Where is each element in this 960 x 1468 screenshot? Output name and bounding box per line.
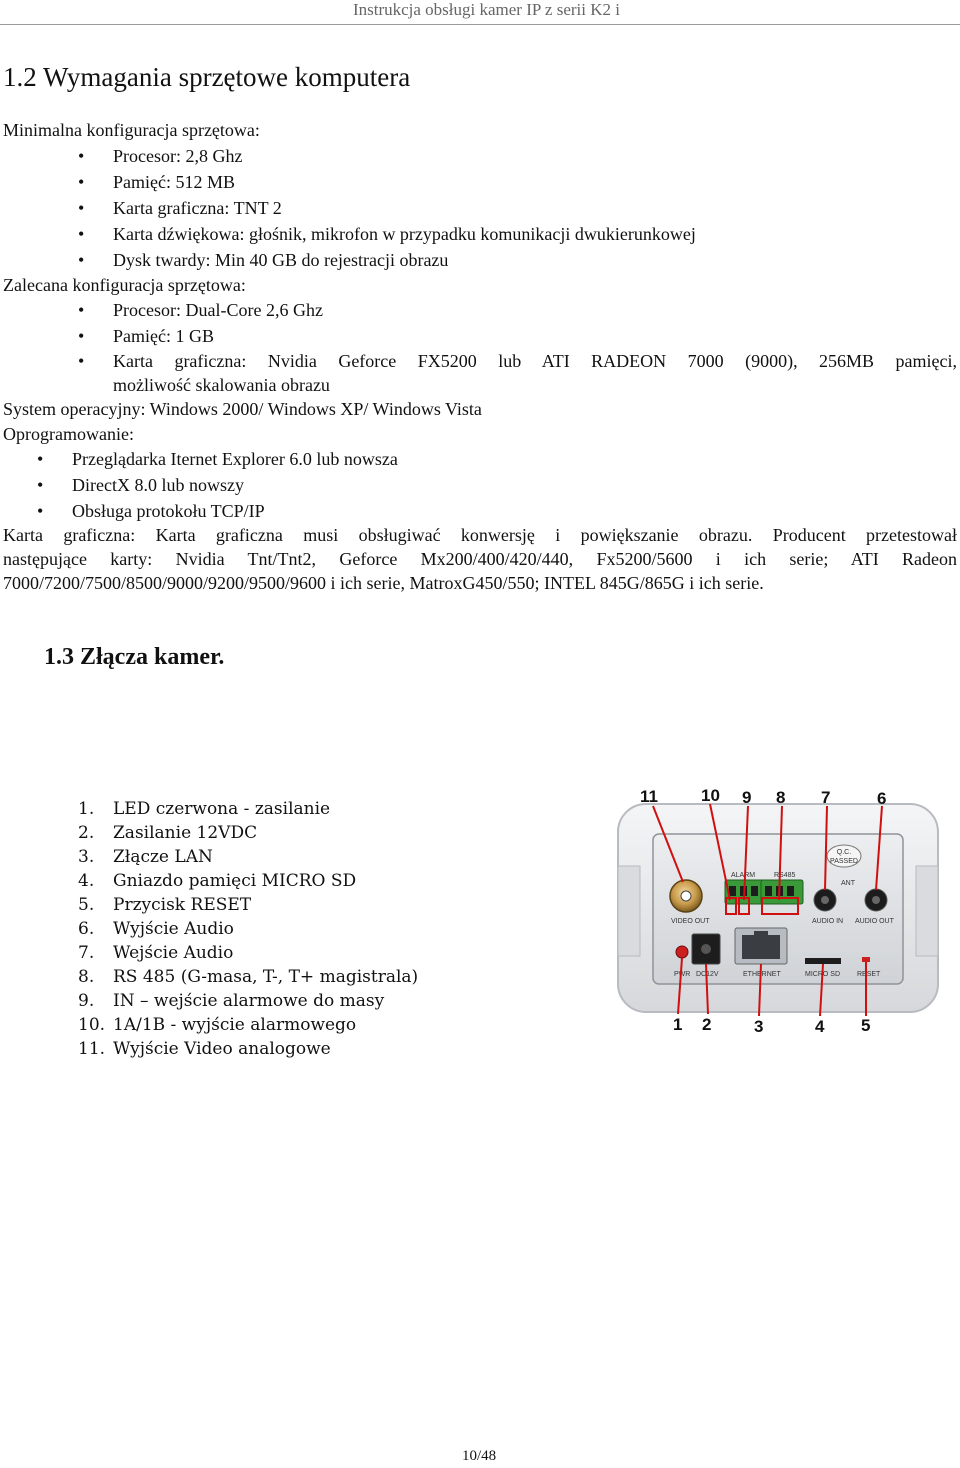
bullet-icon: • [78,172,85,192]
rec-config-intro: Zalecana konfiguracja sprzętowa: [3,275,246,295]
callout-number: 3 [754,1017,764,1036]
list-item: 11. Wyjście Video analogowe [78,1039,331,1059]
video-out-label: VIDEO OUT [671,918,710,925]
section-title-requirements: 1.2 Wymagania sprzętowe komputera [3,62,411,92]
alarm-label: ALARM [731,872,756,879]
list-item: 5. Przycisk RESET [78,895,252,915]
callout-number: 4 [815,1017,825,1036]
passed-label: PASSED [830,858,858,865]
list-item: • Procesor: Dual-Core 2,6 Ghz [78,298,323,323]
bullet-icon: • [37,449,44,469]
connector-list [78,797,418,1061]
qc-label: Q.C. [836,849,852,856]
audio-in-label: AUDIO IN [812,918,844,925]
running-header: Instrukcja obsługi kamer IP z serii K2 i [352,0,620,19]
list-item: 8. RS 485 (G-masa, T-, T+ magistrala) [78,967,419,987]
side-flange-left [618,866,640,956]
gpu-note-line: następujące karty: Nvidia Tnt/Tnt2, Geforce Mx200/400/420/440, Fx5200/5600 i ich serie; ATI Radeon [3,549,957,569]
bullet-icon: • [37,501,44,521]
ant-label: ANT [841,880,855,887]
dc12v-label: DC12V [696,971,719,978]
bullet-icon: • [78,300,85,320]
callout-number: 8 [776,788,786,807]
list-item: • DirectX 8.0 lub nowszy [37,473,244,498]
callout-number: 2 [702,1015,712,1034]
list-item: • Dysk twardy: Min 40 GB do rejestracji obrazu [78,248,448,273]
callout-number: 11 [640,787,658,806]
list-item: • Karta graficzna: TNT 2 [78,196,282,221]
list-item: • Obsługa protokołu TCP/IP [37,499,265,524]
audio-out-label: AUDIO OUT [855,918,894,925]
list-item: 6. Wyjście Audio [78,919,234,939]
list-item: 10. 1A/1B - wyjście alarmowego [78,1015,357,1035]
page-number: 10/48 [462,1448,497,1464]
rec-gpu-continuation: możliwość skalowania obrazu [113,375,330,395]
list-item: 1. LED czerwona - zasilanie [78,799,331,819]
callout-number: 10 [701,786,720,805]
rs485-label: RS485 [774,872,796,879]
bullet-icon: • [78,326,85,346]
bullet-icon: • [78,146,85,166]
side-flange-right [916,866,938,956]
list-item: 4. Gniazdo pamięci MICRO SD [78,871,357,891]
header-rule [0,24,960,25]
os-line: System operacyjny: Windows 2000/ Windows XP/ Windows Vista [3,399,482,419]
bullet-icon: • [78,351,85,371]
list-item: 7. Wejście Audio [78,943,234,963]
min-config-intro: Minimalna konfiguracja sprzętowa: [3,120,260,140]
list-item: 2. Zasilanie 12VDC [78,823,258,843]
list-item: • Karta dźwiękowa: głośnik, mikrofon w przypadku komunikacji dwukierunkowej [78,222,696,247]
list-item: • Procesor: 2,8 Ghz [78,144,242,169]
callout-number: 1 [673,1015,683,1034]
callout-number: 6 [877,789,887,808]
bullet-icon: • [78,198,85,218]
bullet-icon: • [37,475,44,495]
pwr-label: PWR [674,971,691,978]
reset-button [862,957,870,962]
gpu-note-line: Karta graficzna: Karta graficzna musi obsługiwać konwersję i powiększanie obrazu. Producent przetestował [3,525,957,545]
list-item: • Karta graficzna: Nvidia Geforce FX5200 lub ATI RADEON 7000 (9000), 256MB pamięci, [78,349,957,374]
list-item: 9. IN – wejście alarmowe do masy [78,991,385,1011]
reset-label: RESET [857,971,881,978]
power-led [676,946,688,958]
micro-sd-slot [805,958,841,964]
list-item: • Przeglądarka Iternet Explorer 6.0 lub nowsza [37,447,398,472]
gpu-note-line: 7000/7200/7500/8500/9000/9200/9500/9600 i ich serie, MatroxG450/550; INTEL 845G/865G i ich serie. [3,573,764,593]
micro-sd-label: MICRO SD [805,971,840,978]
camera-rear-panel-figure [615,782,941,1040]
list-item: • Pamięć: 1 GB [78,324,214,349]
section-title-connectors: 1.3 Złącza kamer. [44,644,225,670]
callout-number: 7 [821,788,831,807]
callout-number: 5 [861,1016,871,1035]
ethernet-label: ETHERNET [743,971,781,978]
callout-number: 9 [742,788,752,807]
bullet-icon: • [78,224,85,244]
bullet-icon: • [78,250,85,270]
software-intro: Oprogramowanie: [3,424,134,444]
list-item: • Pamięć: 512 MB [78,170,235,195]
list-item: 3. Złącze LAN [78,847,213,867]
